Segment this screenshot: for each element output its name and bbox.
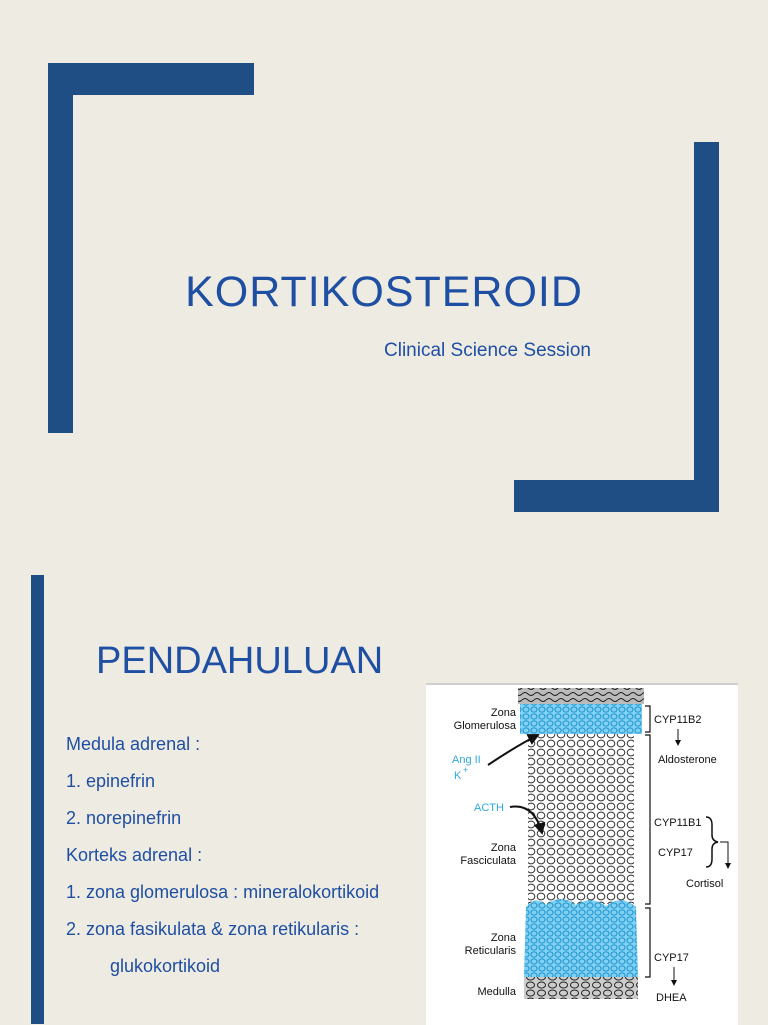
list-item: Korteks adrenal : (66, 841, 379, 878)
slide-title: KORTIKOSTEROID (185, 268, 583, 316)
content-slide (0, 575, 768, 1024)
label-aldosterone: Aldosterone (658, 754, 717, 766)
label-cortisol: Cortisol (686, 878, 724, 890)
label-dhea: DHEA (656, 992, 687, 1004)
label-cyp11b1: CYP11B1 (654, 817, 702, 829)
adrenal-cortex-diagram (426, 683, 738, 1025)
label-acth: ACTH (474, 802, 504, 814)
bracket-fasciculata (645, 735, 650, 904)
section-heading: PENDAHULUAN (96, 640, 384, 682)
slide-subtitle: Clinical Science Session (384, 340, 591, 361)
label-zona-fasciculata-1: Zona (490, 842, 516, 854)
list-item: 2. zona fasikulata & zona retikularis : (66, 919, 360, 939)
zona-reticularis-cells (524, 899, 638, 977)
curly-brace-cortisol (706, 817, 718, 867)
zona-fasciculata-cells (528, 734, 634, 904)
frame-bar-top-left-horizontal (48, 63, 254, 95)
list-item: 2. norepinefrin (66, 808, 182, 828)
label-zona-glomerulosa-2: Glomerulosa (453, 720, 516, 732)
label-ang-ii: Ang II (452, 754, 481, 766)
frame-bar-bottom-right-horizontal (514, 480, 719, 512)
label-cyp17-reticularis: CYP17 (654, 952, 689, 964)
frame-bar-bottom-right-vertical (694, 142, 719, 512)
label-zona-reticularis-2: Reticularis (464, 945, 516, 957)
bracket-reticularis (645, 908, 650, 977)
list-item: Medula adrenal : (66, 730, 379, 767)
adrenal-diagram-svg (426, 685, 738, 1025)
zona-glomerulosa-cells (520, 704, 642, 734)
frame-bar-top-left-vertical (48, 63, 73, 433)
list-item: glukokortikoid (110, 956, 221, 976)
label-zona-reticularis-1: Zona (490, 932, 516, 944)
label-k: K (454, 770, 462, 782)
left-accent-bar (31, 575, 44, 1024)
label-zona-fasciculata-2: Fasciculata (460, 855, 516, 867)
label-cyp17-fasciculata: CYP17 (658, 847, 693, 859)
list-item: 1. epinefrin (66, 771, 156, 791)
label-cyp11b2: CYP11B2 (654, 714, 702, 726)
capsule-layer (518, 688, 644, 704)
label-medulla: Medulla (477, 986, 516, 998)
bullet-list (66, 730, 379, 989)
list-item: 1. zona glomerulosa : mineralokortikoid (66, 882, 380, 902)
arrow-cortisol (720, 842, 728, 868)
label-k-sup: + (463, 765, 469, 775)
bracket-glomerulosa (645, 706, 650, 732)
label-zona-glomerulosa-1: Zona (490, 707, 516, 719)
medulla-cells (524, 977, 638, 999)
